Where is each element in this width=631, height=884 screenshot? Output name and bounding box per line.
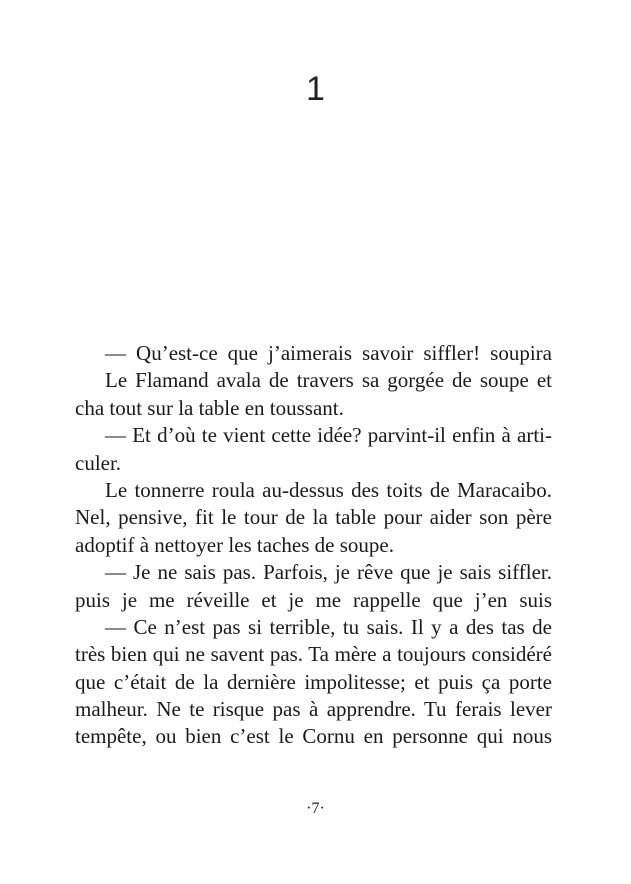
text-line: Le tonnerre roula au-dessus des toits de Maracaibo.: [105, 477, 552, 502]
text-line: malheur. Ne te risque pas à apprendre. Tu ferais lever: [75, 697, 552, 722]
body-text: [75, 340, 552, 751]
text-line: puis je me réveille et je me rappelle que j’en suis: [75, 587, 552, 612]
text-line: tempête, ou bien c’est le Cornu en personne qui nous: [75, 724, 552, 749]
chapter-number: 1: [306, 70, 325, 108]
page-number: ·7·: [306, 800, 325, 817]
text-line: — Qu’est-ce que j’aimerais savoir siffler! soupira: [105, 341, 552, 365]
text-line: cha tout sur la table en toussant.: [75, 395, 344, 420]
text-line: Le Flamand avala de travers sa gorgée de soupe et: [105, 368, 552, 393]
text-line: que c’était de la dernière impolitesse; et puis ça porte: [75, 669, 552, 694]
text-line: — Je ne sais pas. Parfois, je rêve que je sais siffler.: [105, 560, 552, 585]
text-line: — Et d’où te vient cette idée? parvint-il enfin à arti-: [105, 423, 552, 448]
text-line: — Ce n’est pas si terrible, tu sais. Il y a des tas de: [105, 614, 552, 639]
text-line: culer.: [75, 450, 122, 475]
text-line: Nel, pensive, fit le tour de la table pour aider son père: [75, 505, 552, 530]
text-line: adoptif à nettoyer les taches de soupe.: [75, 532, 394, 557]
text-line: très bien qui ne savent pas. Ta mère a toujours considéré: [75, 642, 552, 667]
